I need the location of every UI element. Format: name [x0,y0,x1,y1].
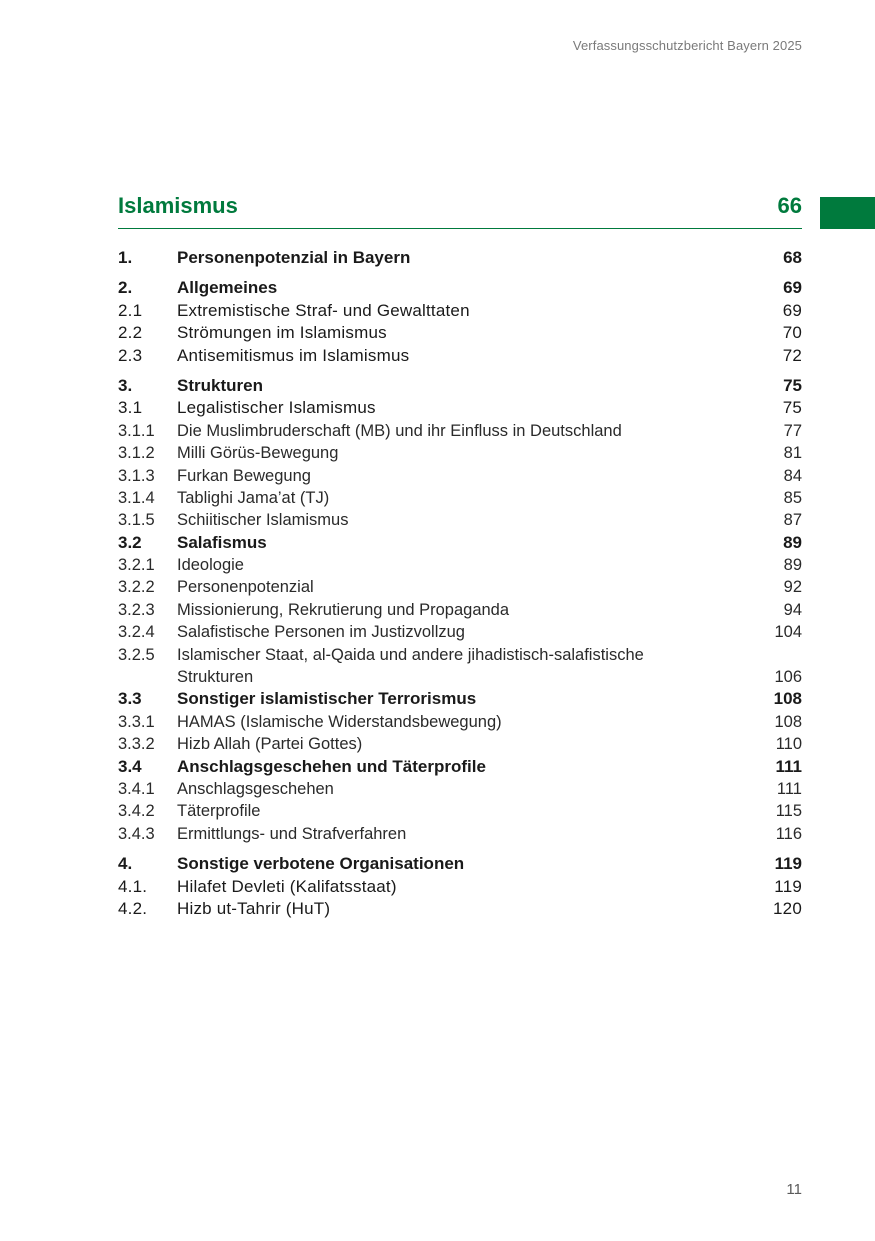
toc-section [118,375,802,845]
toc-entry-number: 3.2.4 [118,623,155,642]
toc-entry-number: 4.2. [118,898,148,918]
toc-entry [118,733,802,755]
toc-entry-number: 3.2.3 [118,600,155,619]
toc-entry [118,621,802,643]
toc-entry [118,576,802,598]
toc-entry-number: 3.2.2 [118,578,155,597]
toc-entry [118,644,802,666]
toc-entry-title: Personenpotenzial [177,578,314,597]
toc-entry [118,277,802,299]
toc-entry [118,876,802,898]
toc-entry [118,487,802,509]
toc-entry-number: 3.4.3 [118,824,155,843]
toc-entry-title: Sonstige verbotene Organisationen [177,854,465,874]
toc-entry-page: 108 [774,712,802,731]
toc-entry-title: Hilafet Devleti (Kalifatsstaat) [177,876,397,896]
toc-entry-number: 2. [118,278,133,298]
toc-entry-page: 70 [782,323,802,343]
toc-entry-page: 68 [783,248,802,267]
toc-entry [118,778,802,800]
toc-entry-number: 2.3 [118,345,143,365]
toc-section [118,277,802,367]
toc-entry [118,420,802,442]
toc-entry-page: 89 [783,532,802,552]
toc-entry-number: 2.1 [118,300,143,320]
toc-entry-number: 3.3.2 [118,735,155,754]
toc-entry-title: Sonstiger islamistischer Terrorismus [177,689,477,709]
toc-entry-page: 92 [783,578,802,597]
toc-entry-page: 85 [783,488,802,507]
toc-entry [118,711,802,733]
toc-entry-title: Salafismus [177,532,267,552]
toc-entry-number: 3.1.3 [118,466,155,485]
toc-entry-number: 3.4 [118,756,142,776]
toc-entry [118,666,802,688]
chapter-tab-marker [820,197,875,229]
toc-entry-page: 84 [783,466,802,485]
toc-entry-page [752,644,802,666]
toc-entry-number: 3. [118,375,133,395]
toc-entry-title: Antisemitismus im Islamismus [177,345,410,365]
toc-entry-page: 77 [783,421,802,440]
table-of-contents [118,247,802,928]
toc-entry-number: 3.1.1 [118,421,155,440]
toc-entry-number: 2.2 [118,323,143,343]
toc-entry-page: 108 [773,689,802,709]
toc-entry-number: 3.2 [118,532,142,552]
toc-entry-number: 3.1.2 [118,444,155,463]
toc-entry-title: Anschlagsgeschehen und Täterprofile [177,756,486,776]
toc-entry-title: HAMAS (Islamische Widerstandsbewegung) [177,712,502,731]
toc-entry-number: 3.1.5 [118,511,155,530]
toc-entry-title: Anschlagsgeschehen [177,779,334,798]
chapter-heading [118,193,802,229]
toc-entry-number: 4.1. [118,876,148,896]
toc-entry-page: 104 [774,623,802,642]
toc-entry [118,554,802,576]
toc-entry-title: Hizb ut-Tahrir (HuT) [177,898,331,918]
toc-entry-number: 3.2.5 [118,645,155,664]
toc-entry [118,345,802,367]
toc-entry [118,532,802,554]
toc-entry-page: 110 [775,735,802,754]
toc-entry-title: Strömungen im Islamismus [177,323,387,343]
toc-entry-title: Täterprofile [177,802,261,821]
running-header: Verfassungsschutzbericht Bayern 2025 [572,38,802,53]
toc-entry-page: 115 [775,802,802,821]
toc-entry-title: Ideologie [177,556,244,575]
toc-entry [118,397,802,419]
toc-entry [118,375,802,397]
toc-entry [118,322,802,344]
toc-entry [118,300,802,322]
toc-entry-number: 3.4.2 [118,802,155,821]
toc-entry-number: 1. [118,248,133,267]
toc-entry [118,465,802,487]
toc-entry-page: 120 [773,898,802,918]
toc-entry-title: Personenpotenzial in Bayern [177,248,411,267]
toc-entry-page: 111 [776,779,802,798]
toc-entry-number: 3.3 [118,689,142,709]
toc-entry-page: 87 [783,511,802,530]
toc-entry [118,509,802,531]
toc-entry-number: 3.4.1 [118,779,155,798]
toc-entry-title: Missionierung, Rekrutierung und Propaganda [177,600,510,619]
toc-entry-title: Furkan Bewegung [177,466,311,485]
toc-entry-title: Legalistischer Islamismus [177,398,376,418]
toc-entry-page: 89 [783,556,802,575]
toc-entry [118,756,802,778]
toc-entry-page: 94 [783,600,802,619]
toc-entry-page: 106 [774,668,802,687]
toc-entry-title: Extremistische Straf- und Gewalttaten [177,300,470,320]
chapter-page: 66 [777,193,802,218]
toc-entry [118,599,802,621]
toc-entry-page: 75 [783,375,802,395]
toc-entry [118,247,802,269]
toc-entry-title: Hizb Allah (Partei Gottes) [177,735,363,754]
toc-entry-page: 119 [774,876,802,896]
toc-entry [118,688,802,710]
toc-entry-title: Milli Görüs-Bewegung [177,444,339,463]
toc-entry-number: 4. [118,854,133,874]
toc-entry-page: 72 [782,345,802,365]
page-number: 11 [786,1181,802,1198]
toc-entry-page: 116 [775,824,802,843]
toc-entry-title: Tablighi Jama’at (TJ) [177,488,330,507]
toc-entry [118,800,802,822]
toc-entry-title: Strukturen [177,375,263,395]
toc-entry-page: 81 [783,444,802,463]
toc-entry-page: 75 [782,398,802,418]
toc-entry-number: 3.1.4 [118,488,155,507]
toc-entry-title: Allgemeines [177,278,278,298]
toc-entry-page: 69 [783,278,802,298]
toc-entry-number: 3.2.1 [118,556,155,575]
toc-entry [118,823,802,845]
toc-entry-number: 3.1 [118,398,143,418]
toc-entry [118,853,802,875]
toc-entry-title: Islamischer Staat, al-Qaida und andere jihadistisch-salafistische [177,645,644,664]
toc-entry [118,898,802,920]
toc-section [118,247,802,269]
toc-entry-title: Salafistische Personen im Justizvollzug [177,623,465,642]
toc-entry-title: Ermittlungs- und Strafverfahren [177,824,407,843]
chapter-title: Islamismus [118,193,238,218]
toc-entry-number [118,666,177,688]
toc-entry-number: 3.3.1 [118,712,155,731]
toc-entry-page: 119 [774,854,802,874]
toc-section [118,853,802,920]
toc-entry-title: Schiitischer Islamismus [177,511,349,530]
toc-entry-page: 69 [782,300,802,320]
toc-entry-title: Die Muslimbruderschaft (MB) und ihr Einfluss in Deutschland [177,421,622,440]
toc-entry-title: Strukturen [177,668,254,687]
toc-entry [118,442,802,464]
toc-entry-page: 111 [775,756,802,776]
